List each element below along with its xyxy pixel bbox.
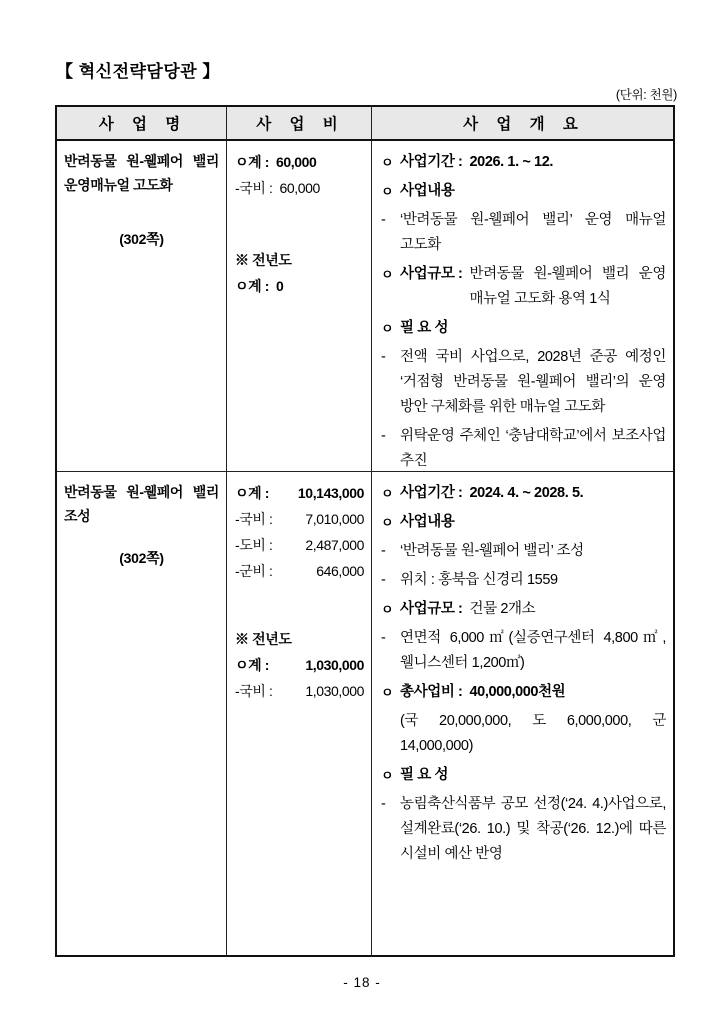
table-row-1-name-cell bbox=[57, 141, 227, 472]
budget-line-prev-total bbox=[235, 652, 364, 678]
overview-item-period bbox=[381, 481, 666, 506]
overview-text: 40,000,000천원 bbox=[469, 684, 566, 700]
overview-item-scale bbox=[381, 262, 666, 312]
overview-label: 사업기간 : bbox=[400, 154, 463, 170]
page-number: - 18 - bbox=[343, 975, 381, 990]
budget-value: 1,030,000 bbox=[305, 657, 364, 673]
overview-item-location bbox=[381, 568, 666, 593]
circle-bullet: ㅇ bbox=[381, 768, 394, 783]
overview-label: 사업규모 : bbox=[400, 266, 463, 282]
budget-label: ㅇ계 : bbox=[235, 278, 269, 294]
section-title: 【 혁신전략담당관 】 bbox=[56, 62, 220, 81]
circle-bullet: ㅇ bbox=[381, 155, 394, 170]
unit-note: (단위: 천원) bbox=[615, 88, 677, 102]
overview-label: 사업내용 bbox=[400, 183, 455, 199]
circle-bullet: ㅇ bbox=[381, 515, 394, 530]
overview-text: 반려동물 원-웰페어 밸리 운영 매뉴얼 고도화 용역 1식 bbox=[469, 266, 666, 307]
budget-line-national bbox=[235, 175, 364, 201]
dash-bullet: - bbox=[381, 349, 386, 365]
overview-item-total-cost bbox=[381, 680, 666, 705]
table-row-2-overview-cell bbox=[372, 472, 673, 955]
budget-value: 60,000 bbox=[276, 154, 317, 170]
dash-bullet: - bbox=[381, 543, 386, 559]
budget-label: ㅇ계 : bbox=[235, 657, 269, 673]
dash-bullet: - bbox=[381, 428, 386, 444]
budget-value: 0 bbox=[276, 278, 284, 294]
overview-item-necessity-heading bbox=[381, 763, 666, 788]
overview-item-content-heading bbox=[381, 179, 666, 204]
overview-text: 농림축산식품부 공모 선정(‘24. 4.)사업으로, 설계완료(‘26. 10.) 및 착공(‘26. 12.)에 따른 시설비 예산 반영 bbox=[400, 796, 666, 862]
overview-text: 위치 : 홍북읍 신경리 1559 bbox=[400, 572, 558, 588]
budget-value: 646,000 bbox=[316, 563, 364, 579]
budget-value: 10,143,000 bbox=[297, 485, 364, 501]
budget-label: -도비 : bbox=[235, 537, 273, 553]
overview-item-content-heading bbox=[381, 510, 666, 535]
table-row-1-budget-cell bbox=[227, 141, 372, 472]
project-name: 반려동물 원-웰페어 밸리 운영매뉴얼 고도화 bbox=[64, 153, 219, 193]
budget-label: ㅇ계 : bbox=[235, 154, 269, 170]
overview-item-floor-area bbox=[381, 626, 666, 676]
circle-bullet: ㅇ bbox=[381, 486, 394, 501]
overview-text: 위탁운영 주체인 ‘충남대학교’에서 보조사업 추진 bbox=[400, 428, 666, 469]
budget-line-county bbox=[235, 558, 364, 584]
budget-line-national bbox=[235, 506, 364, 532]
budget-line-prev-national bbox=[235, 678, 364, 704]
table-row-2-name-cell bbox=[57, 472, 227, 955]
overview-item-cost-breakdown bbox=[381, 709, 666, 759]
overview-label: 사업규모 : bbox=[400, 601, 463, 617]
budget-value: 60,000 bbox=[279, 180, 320, 196]
overview-text: 전액 국비 사업으로, 2028년 준공 예정인 ‘거점형 반려동물 원-웰페어 밸리’의 운영 방안 구체화를 위한 매뉴얼 고도화 bbox=[400, 349, 666, 415]
overview-item-period bbox=[381, 150, 666, 175]
col-header-project-name: 사 업 명 bbox=[57, 107, 227, 141]
budget-value: 7,010,000 bbox=[305, 511, 364, 527]
overview-label: 사업기간 : bbox=[400, 485, 463, 501]
circle-bullet: ㅇ bbox=[381, 321, 394, 336]
budget-line-total bbox=[235, 480, 364, 506]
overview-label: 총사업비 : bbox=[400, 684, 463, 700]
budget-label: ㅇ계 : bbox=[235, 485, 269, 501]
overview-label: 필 요 성 bbox=[400, 767, 449, 783]
col-header-project-budget: 사 업 비 bbox=[227, 107, 372, 141]
budget-value: 2,487,000 bbox=[305, 537, 364, 553]
table-row-2-budget-cell bbox=[227, 472, 372, 955]
budget-line-prev-total bbox=[235, 273, 364, 299]
col-header-project-overview: 사 업 개 요 bbox=[372, 107, 673, 141]
project-name: 반려동물 원-웰페어 밸리 조성 bbox=[64, 484, 219, 524]
budget-line-total bbox=[235, 149, 364, 175]
circle-bullet: ㅇ bbox=[381, 685, 394, 700]
overview-item-necessity-heading bbox=[381, 316, 666, 341]
page-reference: (302쪽) bbox=[119, 231, 164, 247]
dash-bullet: - bbox=[381, 630, 386, 646]
table-row-1-overview-cell bbox=[372, 141, 673, 472]
overview-text: 2024. 4. ~ 2028. 5. bbox=[469, 485, 584, 501]
overview-text: ‘반려동물 원-웰페어 밸리’ 조성 bbox=[400, 543, 584, 559]
page-reference: (302쪽) bbox=[119, 550, 164, 566]
overview-item-detail bbox=[381, 792, 666, 867]
budget-label: -국비 : bbox=[235, 180, 273, 196]
dash-bullet: - bbox=[381, 212, 386, 228]
previous-year-heading: ※ 전년도 bbox=[235, 631, 292, 647]
overview-text: (국 20,000,000, 도 6,000,000, 군 14,000,000) bbox=[400, 713, 666, 754]
overview-text: ‘반려동물 원-웰페어 밸리’ 운영 매뉴얼 고도화 bbox=[400, 212, 666, 253]
budget-label: -국비 : bbox=[235, 511, 273, 527]
overview-item-scale bbox=[381, 597, 666, 622]
overview-item-detail bbox=[381, 208, 666, 258]
overview-label: 필 요 성 bbox=[400, 320, 449, 336]
overview-item-detail bbox=[381, 539, 666, 564]
budget-line-provincial bbox=[235, 532, 364, 558]
overview-label: 사업내용 bbox=[400, 514, 455, 530]
circle-bullet: ㅇ bbox=[381, 267, 394, 282]
overview-text: 연면적 6,000㎡(실증연구센터 4,800㎡, 웰니스센터 1,200㎡) bbox=[400, 630, 666, 671]
previous-year-heading: ※ 전년도 bbox=[235, 252, 292, 268]
overview-item-detail bbox=[381, 424, 666, 472]
overview-item-detail bbox=[381, 345, 666, 420]
budget-label: -군비 : bbox=[235, 563, 273, 579]
budget-value: 1,030,000 bbox=[305, 683, 364, 699]
overview-text: 건물 2개소 bbox=[469, 601, 536, 617]
dash-bullet: - bbox=[381, 572, 386, 588]
budget-label: -국비 : bbox=[235, 683, 273, 699]
dash-bullet: - bbox=[381, 796, 386, 812]
circle-bullet: ㅇ bbox=[381, 184, 394, 199]
circle-bullet: ㅇ bbox=[381, 602, 394, 617]
project-table bbox=[55, 105, 675, 957]
overview-text: 2026. 1. ~ 12. bbox=[469, 154, 553, 170]
